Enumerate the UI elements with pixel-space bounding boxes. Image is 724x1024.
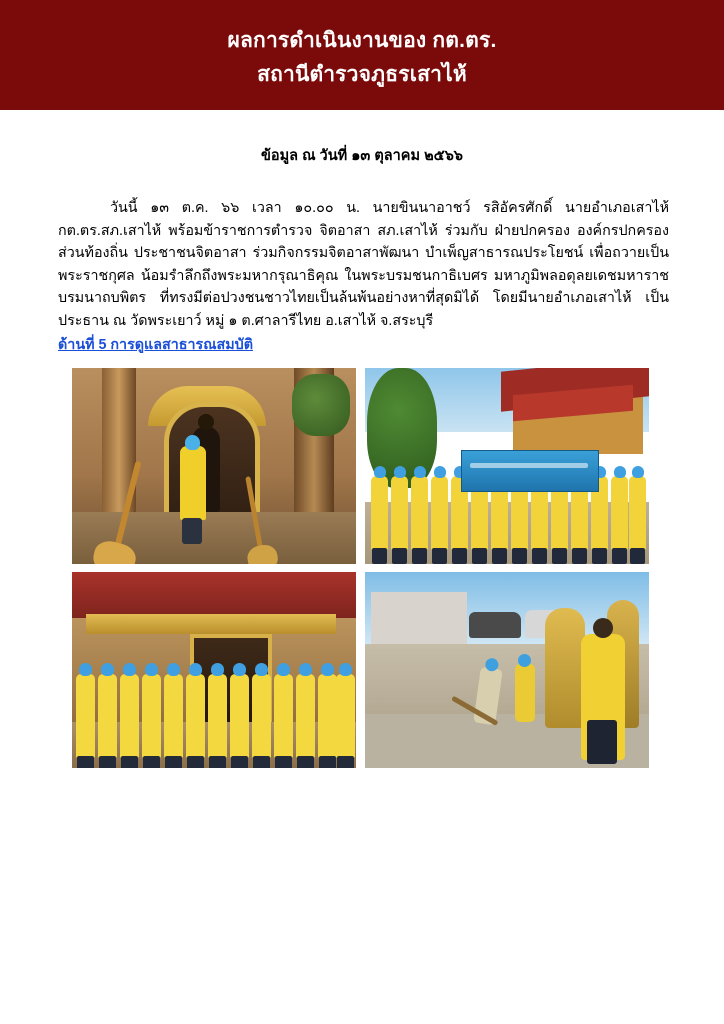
photo-1-foliage (292, 374, 350, 436)
photo-grid (72, 368, 650, 768)
photo-4-sweeping-near-naga (365, 572, 649, 768)
photo-2-group-with-banner (365, 368, 649, 564)
photo-4-volunteer-foreground (581, 634, 625, 760)
photo-4-building (371, 592, 467, 646)
photo-3-roof (72, 572, 356, 618)
document-page (0, 110, 724, 1024)
data-as-of-date: ข้อมูล ณ วันที่ ๑๓ ตุลาคม ๒๕๖๖ (260, 148, 464, 164)
paragraph-text: วันนี้ ๑๓ ต.ค. ๖๖ เวลา ๑๐.๐๐ น. นายขินนาอาชว์ รสิอัครศักดิ์ นายอำเภอเสาไห้ กต.ตร.สภ.เสาไห้ พร้อมข้าราชการตำรวจ จิตอาสา สภ.เสาไห้ ร่วมกับ ฝ่ายปกครอง องค์กรปกครองส่วนท้องถิ่น ประชาชนจิตอาสา ร่วมกิจกรรมจิตอาสาพัฒนา บำเพ็ญสาธารณประโยชน์ เพื่อถวายเป็นพระราชกุศล น้อมรำลึกถึงพระมหากรุณาธิคุณ ในพระบรมชนกาธิเบศร มหาภูมิพลอดุลยเดชมหาราช บรมนาถบพิตร ที่ทรงมีต่อปวงชนชาวไทยเป็นล้นพ้นอย่างหาที่สุดมิได้ โดยมีนายอำเภอเสาไห้ เป็นประธาน ณ วัดพระเยาว์ หมู่ ๑ ต.ศาลารีไทย อ.เสาไห้ จ.สระบุรี (58, 200, 669, 329)
photo-3-volunteer-line-up (72, 572, 356, 768)
header-title-line-1: ผลการดำเนินงานของ กต.ตร. (227, 29, 497, 52)
photo-3-gold-band (86, 614, 336, 634)
photo-4-naga-statue-back (545, 608, 585, 728)
photo-1-volunteer (180, 446, 206, 520)
section-link-public-property[interactable]: ด้านที่ 5 การดูแลสาธารณสมบัติ (58, 337, 253, 353)
photo-1-temple-doorway-sweeping (72, 368, 356, 564)
photo-2-blue-banner (461, 450, 599, 492)
report-paragraph (58, 197, 669, 332)
page-header-banner (0, 0, 724, 110)
photo-4-vehicle-dark (469, 612, 521, 638)
photo-4-volunteer-standing (515, 664, 535, 722)
photo-3-volunteer-row (72, 648, 356, 758)
header-title-line-2: สถานีตำรวจภูธรเสาไห้ (257, 63, 467, 86)
